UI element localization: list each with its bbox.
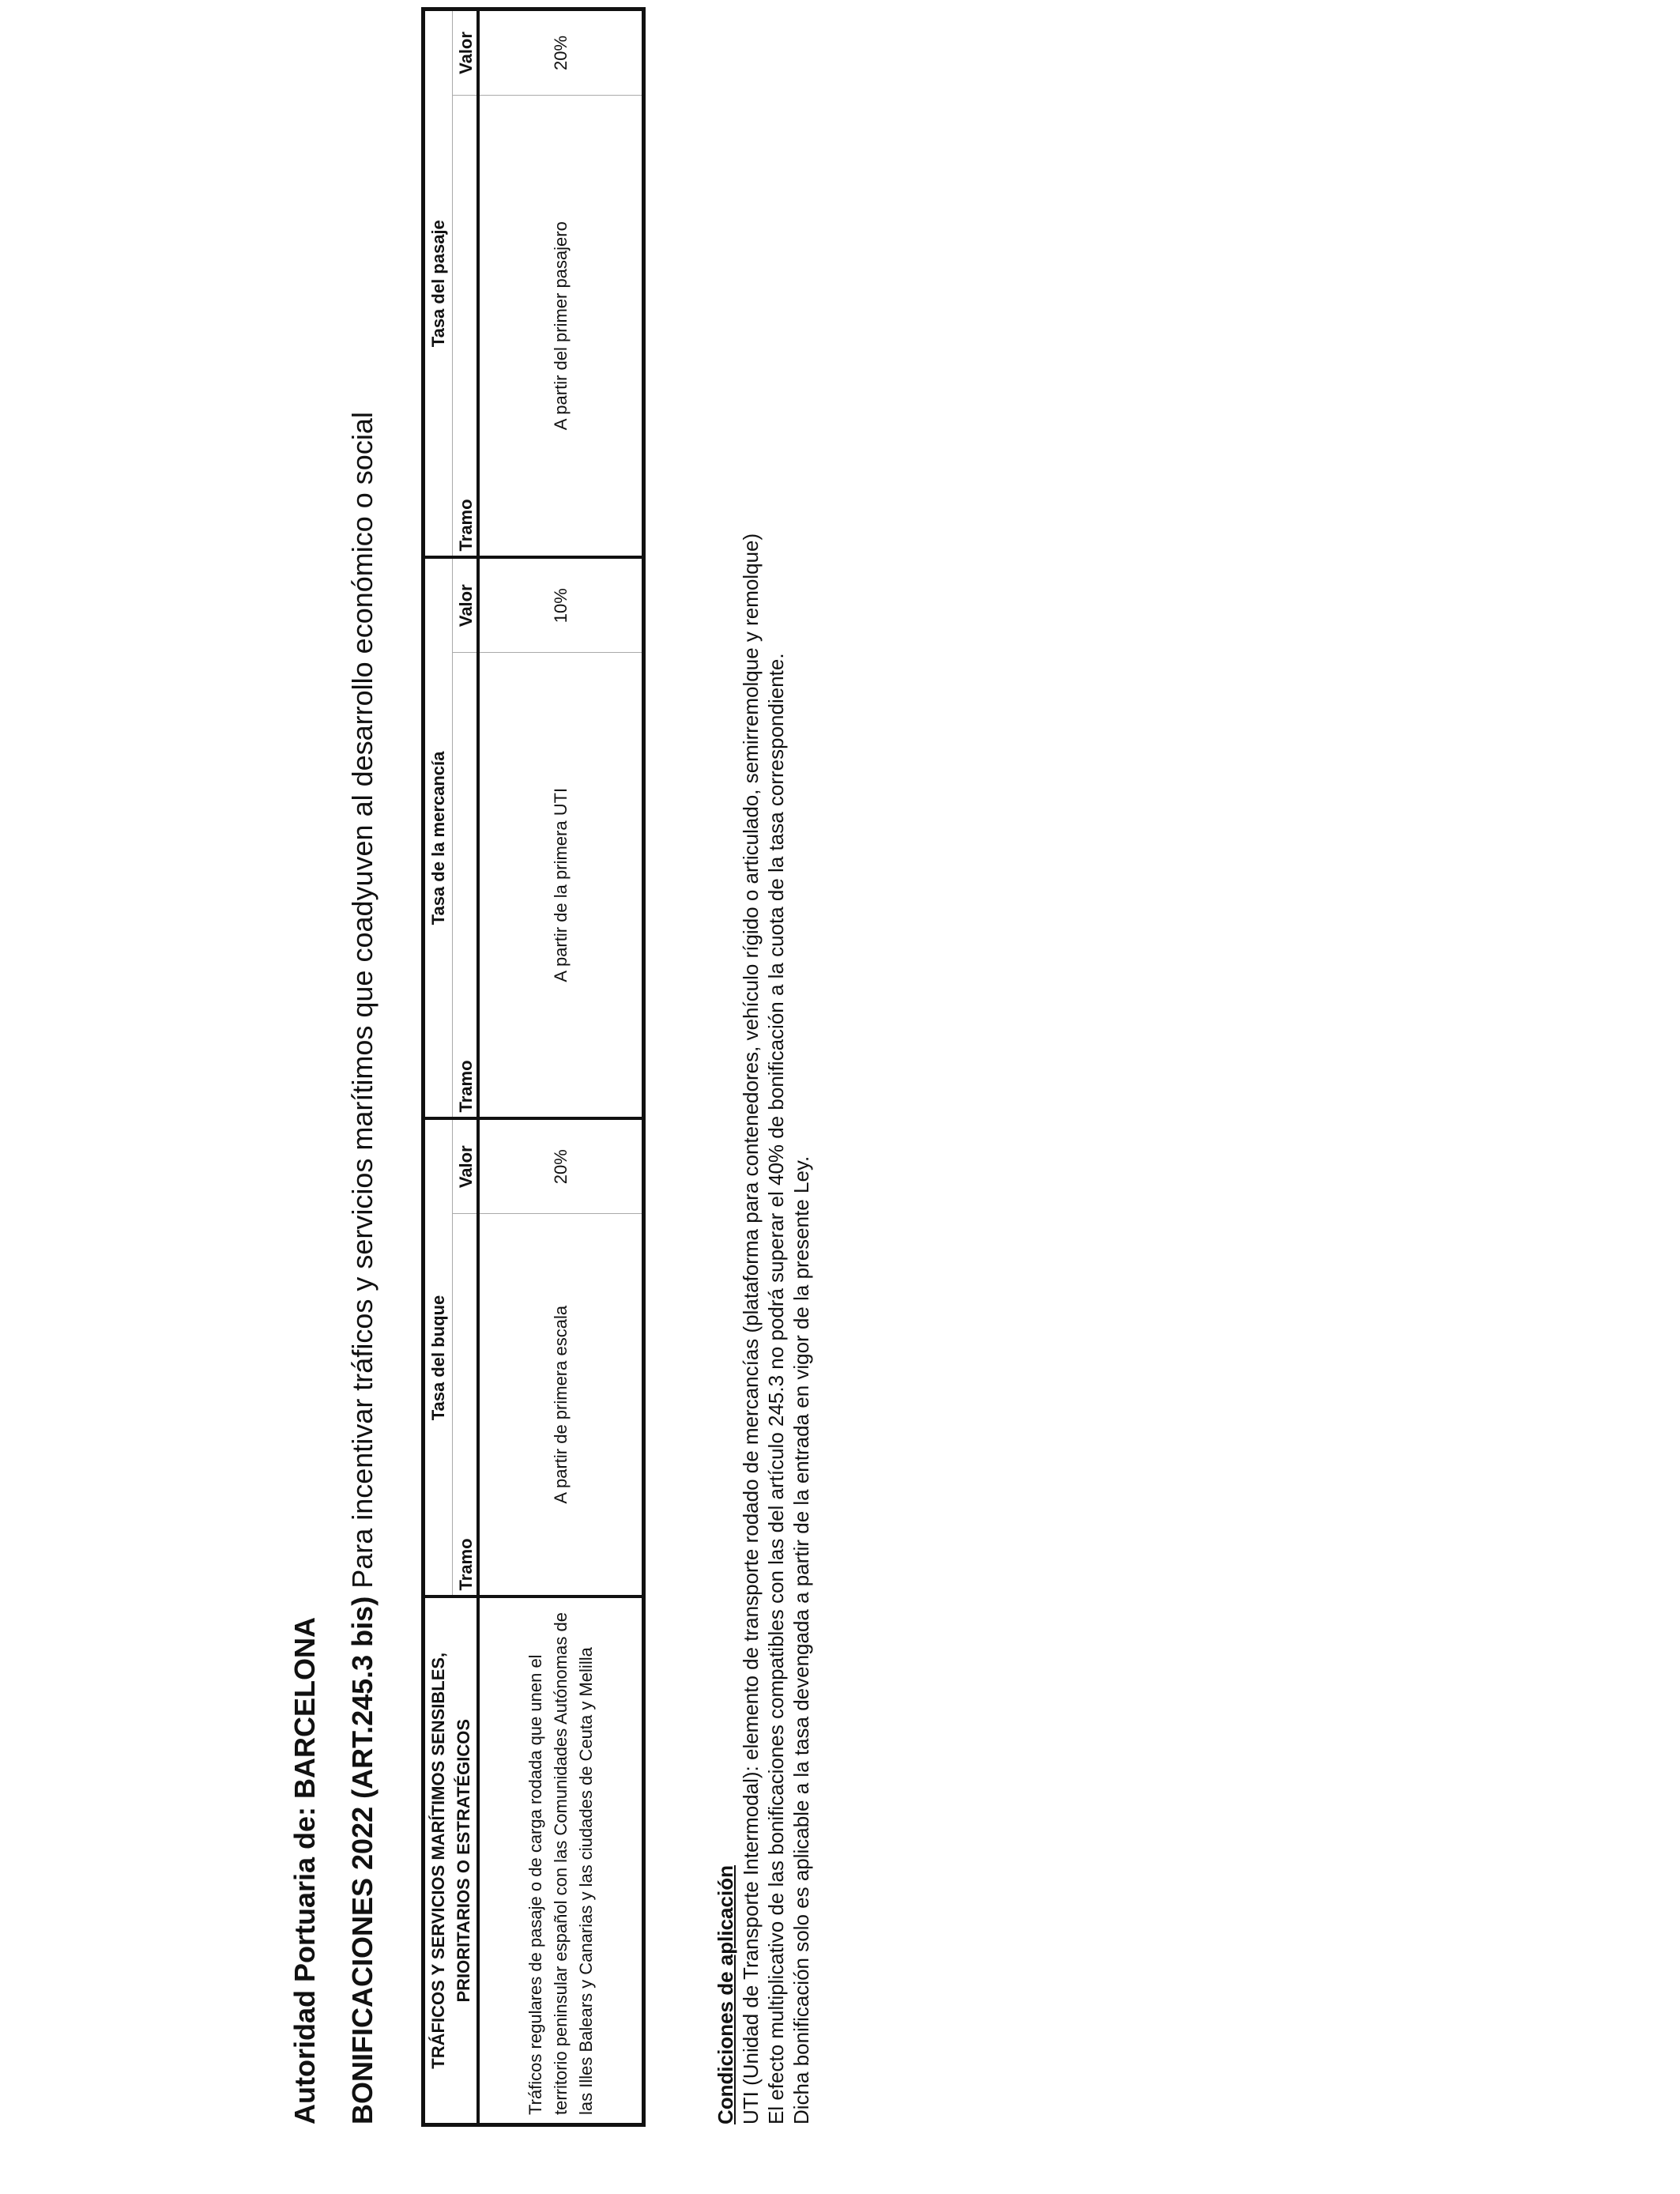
page-title [346,412,379,2124]
mercancia-valor-value: 10% [478,557,644,652]
pasaje-valor-value: 20% [478,9,644,95]
bonificaciones-table [421,7,646,2127]
buque-valor-value: 20% [478,1118,644,1213]
traffic-description: Tráficos regulares de pasaje o de carga rodada que unen el territorio peninsular español con las Comunidades Autónomas de las Illes Balears y Canarias y las ciudades de Ceuta y Melilla [478,1597,644,2125]
group-header-pasaje: Tasa del pasaje [424,9,453,557]
title-bold: BONIFICACIONES 2022 (ART.245.3 bis) [346,1596,379,2124]
buque-valor-header: Valor [453,1118,479,1213]
pasaje-tramo-header: Tramo [453,95,479,557]
authority-label: Autoridad Portuaria de: BARCELONA [288,1616,321,2124]
main-header: TRÁFICOS Y SERVICIOS MARÍTIMOS SENSIBLES, PRIORITARIOS O ESTRATÉGICOS [424,1597,479,2125]
mercancia-tramo-header: Tramo [453,652,479,1118]
condition-line-multiplicative: El efecto multiplicativo de las bonificaciones compatibles con las del artículo 245.3 no podrá superar el 40% de bonificación a la cuota de la tasa correspondiente. [764,653,788,2124]
group-header-mercancia: Tasa de la mercancía [424,557,453,1118]
buque-tramo-header: Tramo [453,1214,479,1597]
conditions-section [713,533,814,2124]
buque-tramo-value: A partir de primera escala [478,1214,644,1597]
table-row [478,9,644,2124]
condition-line-uti: UTI (Unidad de Transporte Intermodal): elemento de transporte rodado de mercancías (plataforma para contenedores, vehículo rígido o articulado, semirremolque y remolque) [739,533,763,2124]
group-header-buque: Tasa del buque [424,1118,453,1596]
title-rest: Para incentivar tráficos y servicios marítimos que coadyuven al desarrollo económico o social [346,412,379,1596]
pasaje-tramo-value: A partir del primer pasajero [478,95,644,557]
condition-line-applicability: Dicha bonificación solo es aplicable a la tasa devengada a partir de la entrada en vigor de la presente Ley. [789,1155,813,2124]
mercancia-tramo-value: A partir de la primera UTI [478,652,644,1118]
conditions-title: Condiciones de aplicación [714,1865,737,2124]
pasaje-valor-header: Valor [453,9,479,95]
mercancia-valor-header: Valor [453,557,479,652]
